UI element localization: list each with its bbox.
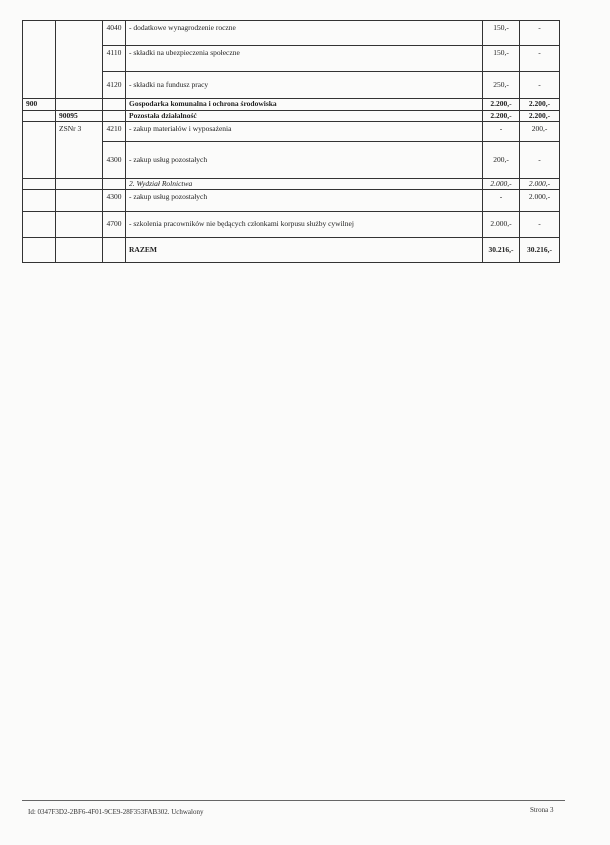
kwota-2-cell: 2.200,- (520, 111, 560, 122)
table-row (23, 99, 560, 111)
opis-cell: - szkolenia pracowników nie będących członkami korpusu służby cywilnej (126, 212, 483, 238)
kwota-1-cell: 2.000,- (483, 179, 520, 190)
kwota-2-cell: - (520, 142, 560, 179)
table-row (23, 179, 560, 190)
opis-cell: - zakup usług pozostałych (126, 190, 483, 212)
kwota-1-cell: 2.000,- (483, 212, 520, 238)
paragraf-cell (103, 238, 126, 263)
opis-cell: - składki na fundusz pracy (126, 72, 483, 99)
dzial-cell (23, 179, 56, 190)
kwota-2-cell: 2.200,- (520, 99, 560, 111)
opis-cell: 2. Wydział Rolnictwa (126, 179, 483, 190)
kwota-1-cell: 2.200,- (483, 99, 520, 111)
table-row (23, 238, 560, 263)
rozdzial-cell (56, 212, 103, 238)
kwota-1-cell: 150,- (483, 21, 520, 46)
paragraf-cell: 4040 (103, 21, 126, 46)
kwota-1-cell: 250,- (483, 72, 520, 99)
opis-cell: - dodatkowe wynagrodzenie roczne (126, 21, 483, 46)
kwota-1-cell: 150,- (483, 46, 520, 72)
table-row (23, 122, 560, 142)
kwota-2-cell: 200,- (520, 122, 560, 142)
table-row (23, 46, 560, 72)
dzial-cell: 900 (23, 99, 56, 111)
table-row (23, 190, 560, 212)
kwota-1-cell: - (483, 122, 520, 142)
rozdzial-cell (56, 21, 103, 99)
opis-cell: - składki na ubezpieczenia społeczne (126, 46, 483, 72)
kwota-2-cell: - (520, 46, 560, 72)
rozdzial-cell (56, 190, 103, 212)
rozdzial-cell (56, 179, 103, 190)
kwota-2-cell: 30.216,- (520, 238, 560, 263)
dzial-cell (23, 212, 56, 238)
opis-cell: RAZEM (126, 238, 483, 263)
rozdzial-cell (56, 99, 103, 111)
footer-divider (22, 800, 565, 801)
rozdzial-cell (56, 238, 103, 263)
paragraf-cell: 4210 (103, 122, 126, 142)
kwota-2-cell: - (520, 72, 560, 99)
dzial-cell (23, 190, 56, 212)
dzial-cell (23, 111, 56, 122)
paragraf-cell: 4120 (103, 72, 126, 99)
rozdzial-cell: 90095 (56, 111, 103, 122)
table-row (23, 212, 560, 238)
paragraf-cell (103, 179, 126, 190)
kwota-2-cell: 2.000,- (520, 179, 560, 190)
kwota-1-cell: 200,- (483, 142, 520, 179)
table-row (23, 21, 560, 46)
paragraf-cell: 4300 (103, 142, 126, 179)
paragraf-cell: 4700 (103, 212, 126, 238)
rozdzial-cell: ZSNr 3 (56, 122, 103, 179)
table-row (23, 72, 560, 99)
kwota-2-cell: 2.000,- (520, 190, 560, 212)
paragraf-cell (103, 111, 126, 122)
page-number: Strona 3 (530, 806, 554, 814)
table-row (23, 111, 560, 122)
kwota-2-cell: - (520, 212, 560, 238)
opis-cell: Pozostała działalność (126, 111, 483, 122)
table-row (23, 142, 560, 179)
document-id: Id: 0347F3D2-2BF6-4F01-9CE9-28F353FAB302. Uchwalony (28, 808, 204, 816)
paragraf-cell (103, 99, 126, 111)
kwota-1-cell: 30.216,- (483, 238, 520, 263)
paragraf-cell: 4110 (103, 46, 126, 72)
opis-cell: - zakup usług pozostałych (126, 142, 483, 179)
kwota-1-cell: 2.200,- (483, 111, 520, 122)
dzial-cell (23, 238, 56, 263)
budget-table (22, 20, 560, 263)
paragraf-cell: 4300 (103, 190, 126, 212)
dzial-cell (23, 122, 56, 179)
kwota-2-cell: - (520, 21, 560, 46)
opis-cell: - zakup materiałów i wyposażenia (126, 122, 483, 142)
dzial-cell (23, 21, 56, 99)
kwota-1-cell: - (483, 190, 520, 212)
opis-cell: Gospodarka komunalna i ochrona środowiska (126, 99, 483, 111)
